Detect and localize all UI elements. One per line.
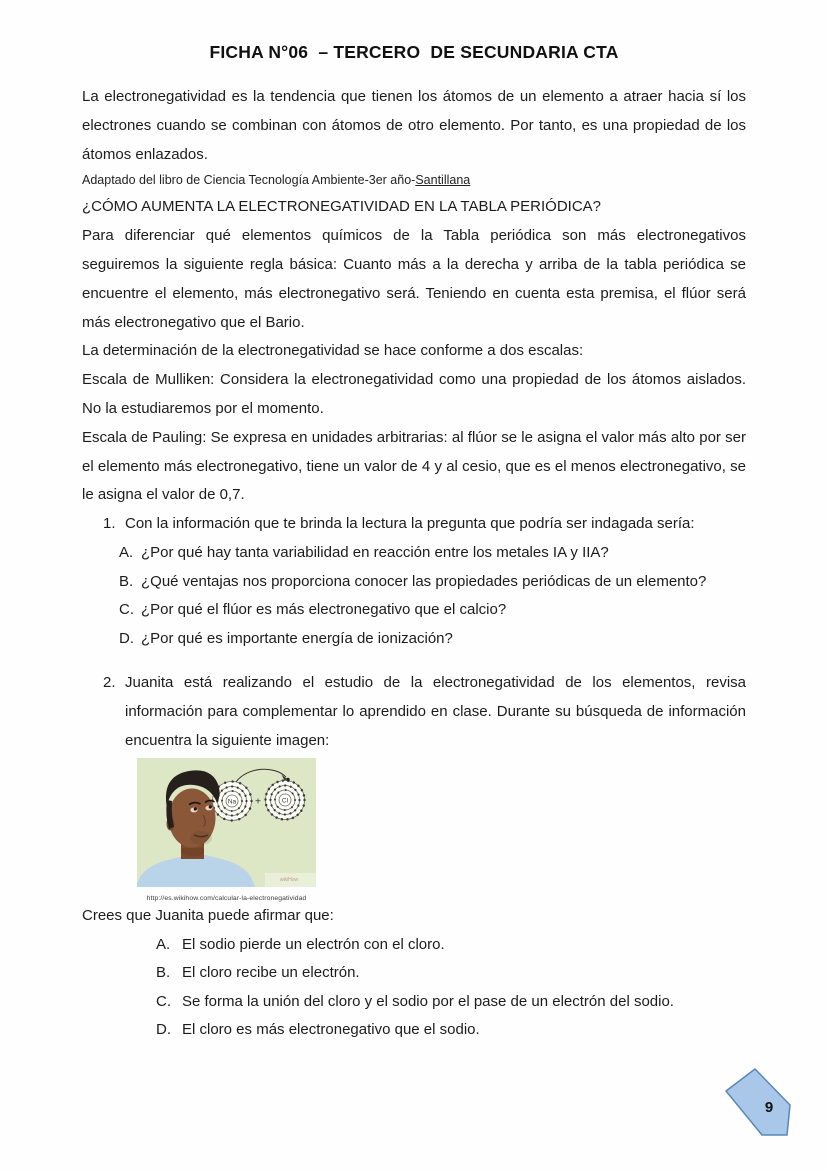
plus-sign: + xyxy=(255,796,261,808)
option-letter: D. xyxy=(119,629,134,647)
option-text: ¿Qué ventajas nos proporciona conocer las propiedades periódicas de un elemento? xyxy=(141,572,707,590)
option-text: ¿Por qué es importante energía de ionización? xyxy=(141,629,453,647)
option-text: Se forma la unión del cloro y el sodio por el pase de un electrón del sodio. xyxy=(182,992,674,1010)
option-text: ¿Por qué el flúor es más electronegativo que el calcio? xyxy=(141,601,507,619)
question-2 xyxy=(82,669,746,901)
chlorine-atom-diagram xyxy=(266,780,305,819)
option-text: El sodio pierde un electrón con el cloro. xyxy=(182,935,445,953)
question-1-stem-row xyxy=(82,510,746,539)
question-1-stem: Con la información que te brinda la lectura la pregunta que podría ser indagada sería: xyxy=(125,515,695,533)
option-letter: D. xyxy=(156,1021,171,1039)
option-text: El cloro es más electronegativo que el sodio. xyxy=(182,1021,480,1039)
followup-option-b xyxy=(156,959,746,988)
followup-option-d xyxy=(156,1016,746,1045)
option-text: El cloro recibe un electrón. xyxy=(182,964,360,982)
question-1-option-a xyxy=(119,539,746,568)
option-letter: B. xyxy=(119,572,134,590)
followup-stem: Crees que Juanita puede afirmar que: xyxy=(82,906,334,924)
section-paragraph-2: La determinación de la electronegatividad se hace conforme a dos escalas: xyxy=(82,342,584,360)
followup-options xyxy=(82,931,746,1045)
badge-shape xyxy=(726,1069,790,1135)
source-text: Adaptado del libro de Ciencia Tecnología Ambiente-3er año- xyxy=(82,173,416,188)
intro-paragraph: La electronegatividad es la tendencia que tienen los átomos de un elemento a atraer hacia sí los electrones cuando se combinan con átomos de otro elemento. Por tanto, es una propiedad de los átomos enlazados. xyxy=(82,88,746,163)
section-paragraph-4: Escala de Pauling: Se expresa en unidades arbitrarias: al flúor se le asigna el valor más alto por ser el elemento más electronegativo, tiene un valor de 4 y al cesio, que es el menos electronegativo, se le asigna el valor de 0,7. xyxy=(82,428,746,504)
question-2-stem: Juanita está realizando el estudio de la electronegatividad de los elementos, revisa información para complementar lo aprendido en clase. Durante su búsqueda de información encuentra la siguiente imagen: xyxy=(125,674,746,749)
option-letter: B. xyxy=(156,964,171,982)
question-1-option-d xyxy=(119,625,746,654)
section-heading: ¿CÓMO AUMENTA LA ELECTRONEGATIVIDAD EN LA TABLA PERIÓDICA? xyxy=(82,198,602,216)
sodium-chlorine-illustration xyxy=(137,758,316,887)
source-line xyxy=(82,170,746,191)
option-letter: A. xyxy=(156,935,171,953)
wikihow-watermark: wikiHow xyxy=(279,876,299,883)
followup-option-c xyxy=(156,988,746,1017)
option-letter: A. xyxy=(119,543,134,561)
sodium-label: Na xyxy=(227,798,237,806)
electronegativity-figure xyxy=(137,758,316,902)
page-number-badge xyxy=(713,1066,798,1141)
question-2-stem-row xyxy=(82,669,746,755)
source-link[interactable]: Santillana xyxy=(415,173,471,188)
question-1-option-c xyxy=(119,596,746,625)
question-1-number: 1. xyxy=(103,515,116,533)
chlorine-label: Cl xyxy=(281,797,289,805)
document-content xyxy=(0,42,828,1045)
figure-caption-url[interactable]: http://es.wikihow.com/calcular-la-electronegatividad xyxy=(146,894,307,902)
section-paragraph-3: Escala de Mulliken: Considera la electronegatividad como una propiedad de los átomos aislados. No la estudiaremos por el momento. xyxy=(82,371,746,417)
option-letter: C. xyxy=(156,992,171,1010)
page-number: 9 xyxy=(764,1099,774,1116)
section-paragraph-1: Para diferenciar qué elementos químicos de la Tabla periódica son más electronegativos seguiremos la siguiente regla básica: Cuanto más a la derecha y arriba de la tabla periódica se encuentre el elemento, más electronegativo será. Teniendo en cuenta esta premisa, el flúor será más electronegativo que el Bario. xyxy=(82,227,746,331)
option-text: ¿Por qué hay tanta variabilidad en reacción entre los metales IA y IIA? xyxy=(141,543,609,561)
page-title: FICHA N°06 – TERCERO DE SECUNDARIA CTA xyxy=(209,42,619,62)
followup-option-a xyxy=(156,931,746,960)
option-letter: C. xyxy=(119,601,134,619)
question-1-option-b xyxy=(119,568,746,597)
question-1 xyxy=(82,510,746,653)
question-2-number: 2. xyxy=(103,674,116,692)
